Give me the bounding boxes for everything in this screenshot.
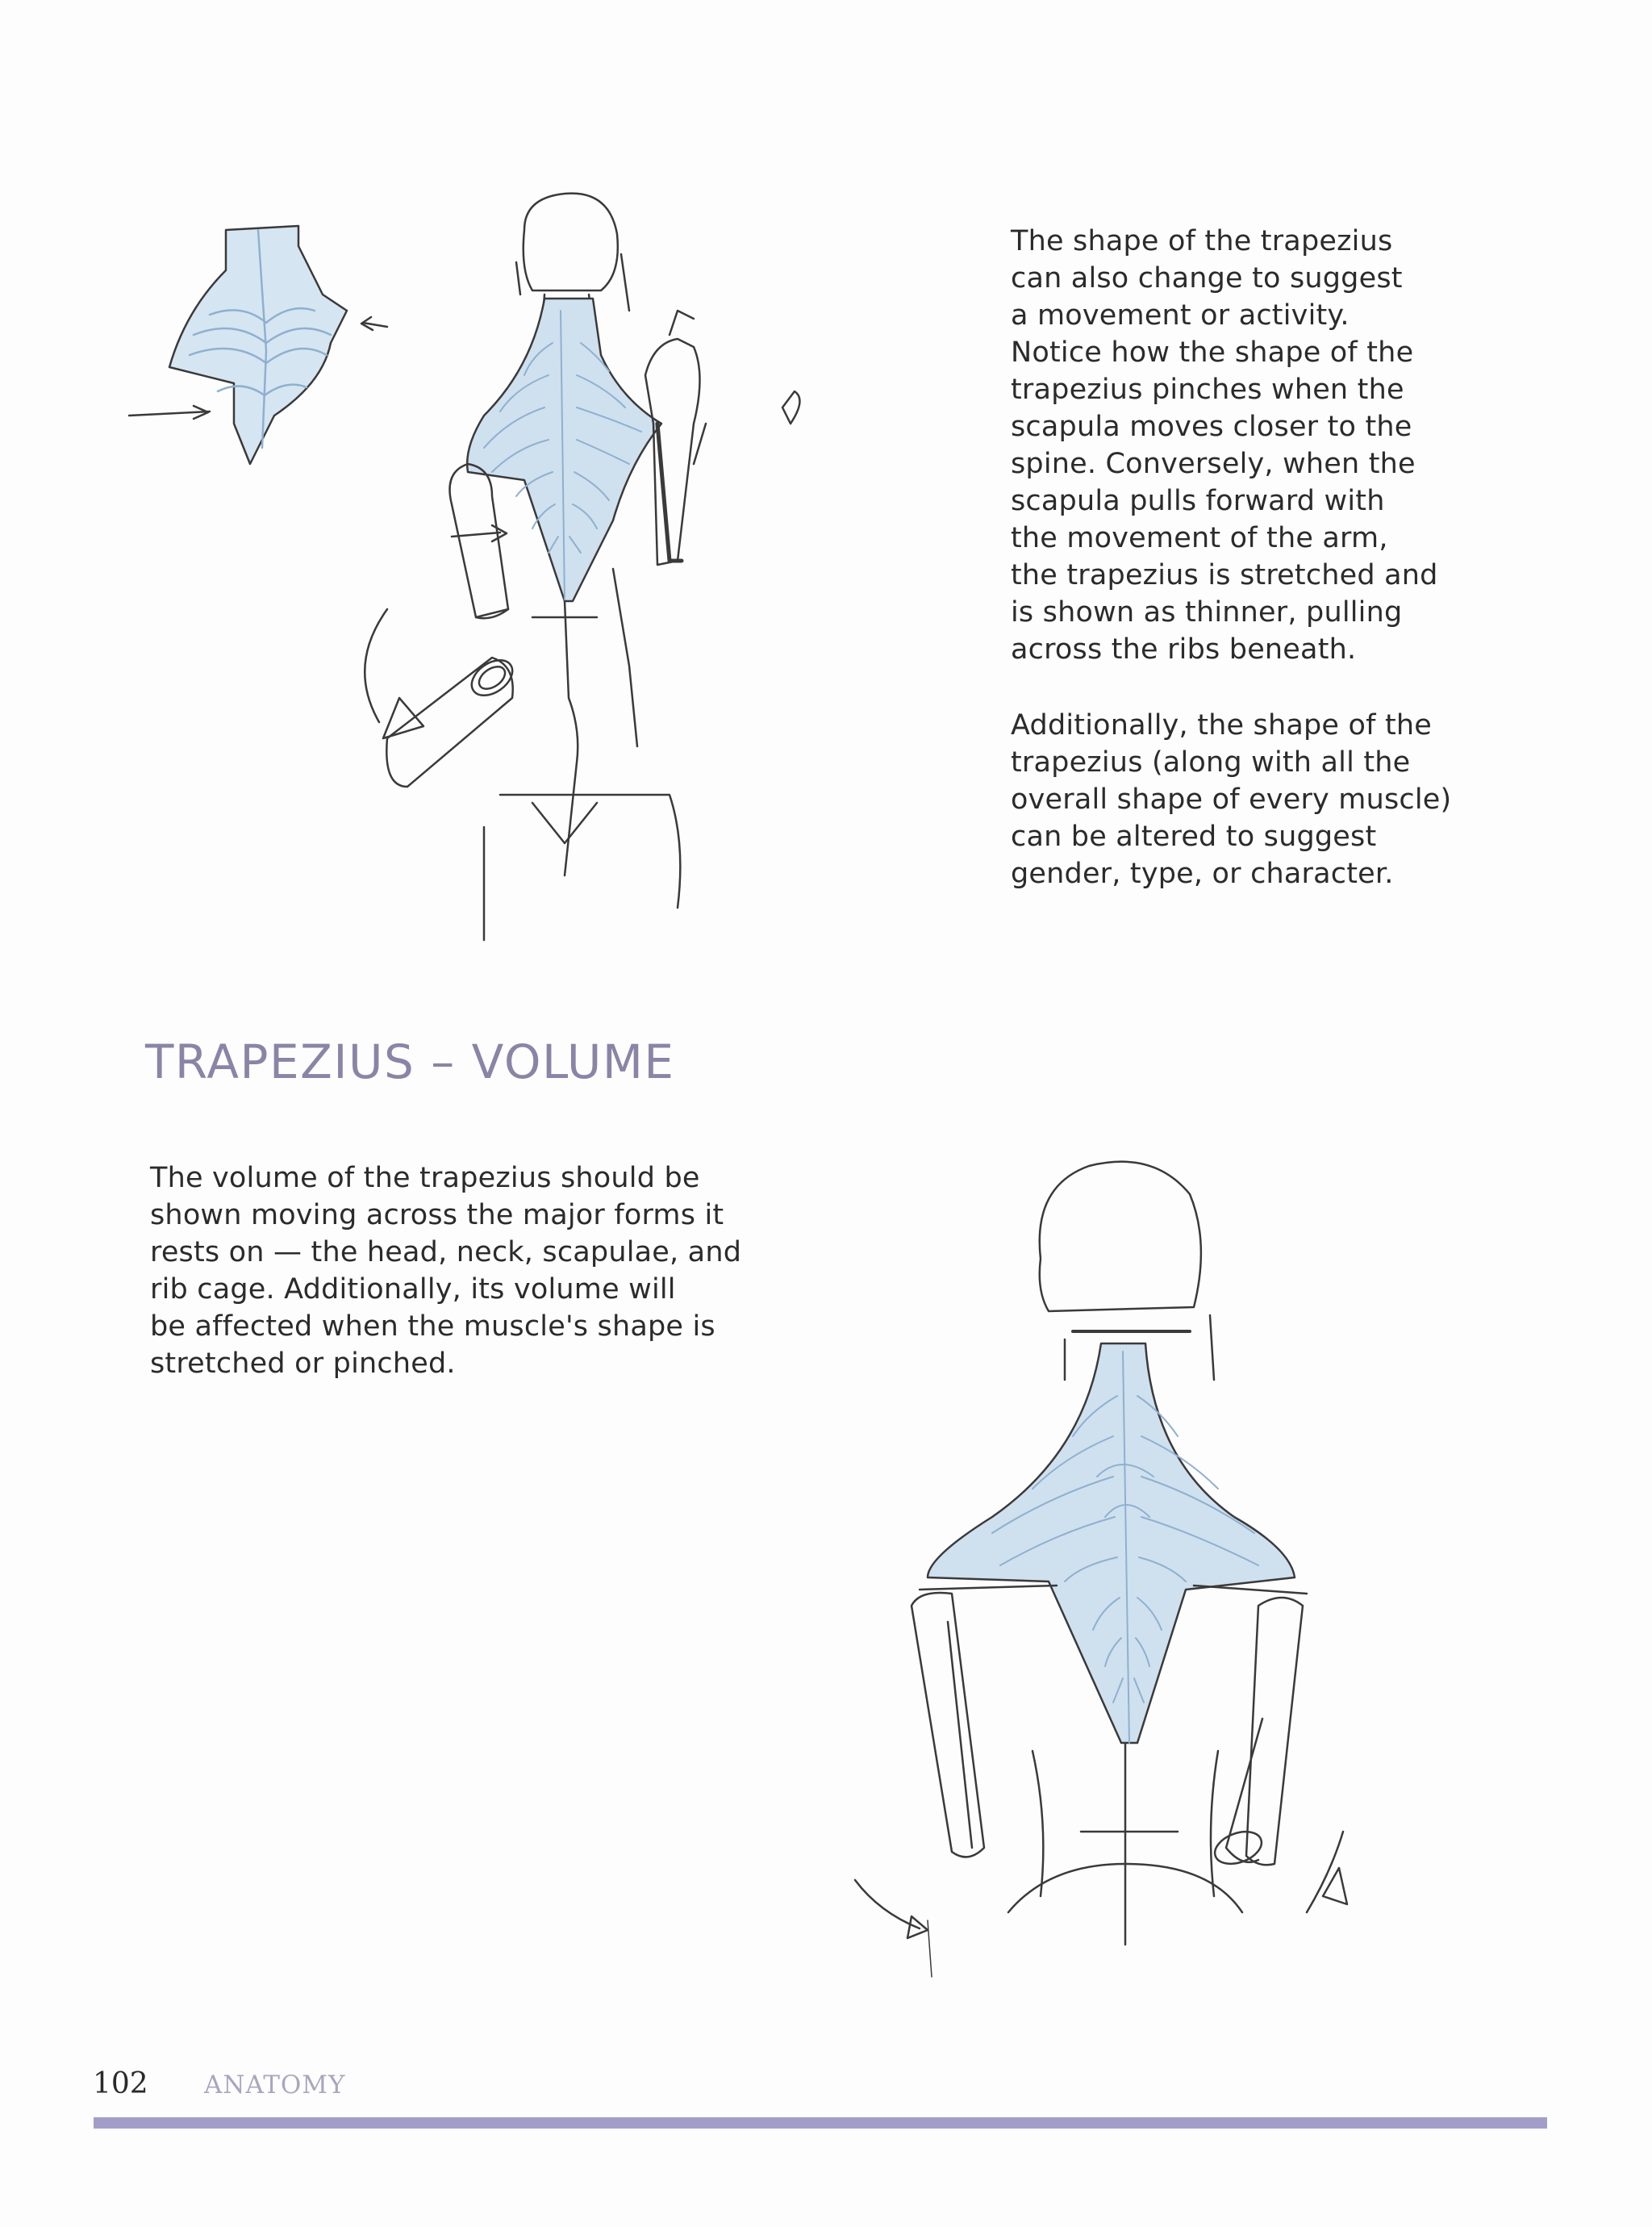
paragraph-line: Notice how the shape of the (1011, 336, 1414, 369)
paragraph-line: the movement of the arm, (1011, 522, 1388, 554)
paragraph-line: spine. Conversely, when the (1011, 448, 1416, 480)
paragraph-line: rests on — the head, neck, scapulae, and (150, 1236, 742, 1268)
paragraph-line: can also change to suggest (1011, 262, 1403, 295)
trapezius-shape-sketch (113, 182, 839, 988)
running-footer-section: ANATOMY (204, 2070, 346, 2100)
paragraph-line: scapula moves closer to the (1011, 411, 1412, 443)
paragraph-line: a movement or activity. (1011, 299, 1350, 332)
section-heading: TRAPEZIUS – VOLUME (145, 1034, 675, 1089)
paragraph-line: across the ribs beneath. (1011, 633, 1357, 666)
paragraph-line: trapezius pinches when the (1011, 374, 1404, 406)
paragraph-line: shown moving across the major forms it (150, 1199, 724, 1231)
paragraph-line: the trapezius is stretched and (1011, 559, 1438, 591)
paragraph-line: The shape of the trapezius (1011, 225, 1393, 257)
paragraph-line: stretched or pinched. (150, 1347, 456, 1380)
footer-rule (94, 2117, 1547, 2129)
paragraph-line: Additionally, the shape of the (1011, 709, 1432, 742)
page-number: 102 (93, 2067, 148, 2100)
paragraph-line: rib cage. Additionally, its volume will (150, 1273, 676, 1306)
paragraph-line: overall shape of every muscle) (1011, 783, 1452, 816)
trapezius-shape-paragraph (1011, 223, 1438, 668)
paragraph-line: can be altered to suggest (1011, 821, 1377, 853)
paragraph-line: trapezius (along with all the (1011, 746, 1411, 779)
trapezius-volume-paragraph (150, 1159, 741, 1382)
paragraph-line: The volume of the trapezius should be (150, 1162, 700, 1194)
paragraph-line: gender, type, or character. (1011, 858, 1394, 890)
paragraph-line: scapula pulls forward with (1011, 485, 1385, 517)
trapezius-character-paragraph (1011, 707, 1451, 892)
paragraph-line: is shown as thinner, pulling (1011, 596, 1403, 629)
trapezius-volume-sketch (807, 1138, 1557, 2025)
paragraph-line: be affected when the muscle's shape is (150, 1310, 715, 1343)
